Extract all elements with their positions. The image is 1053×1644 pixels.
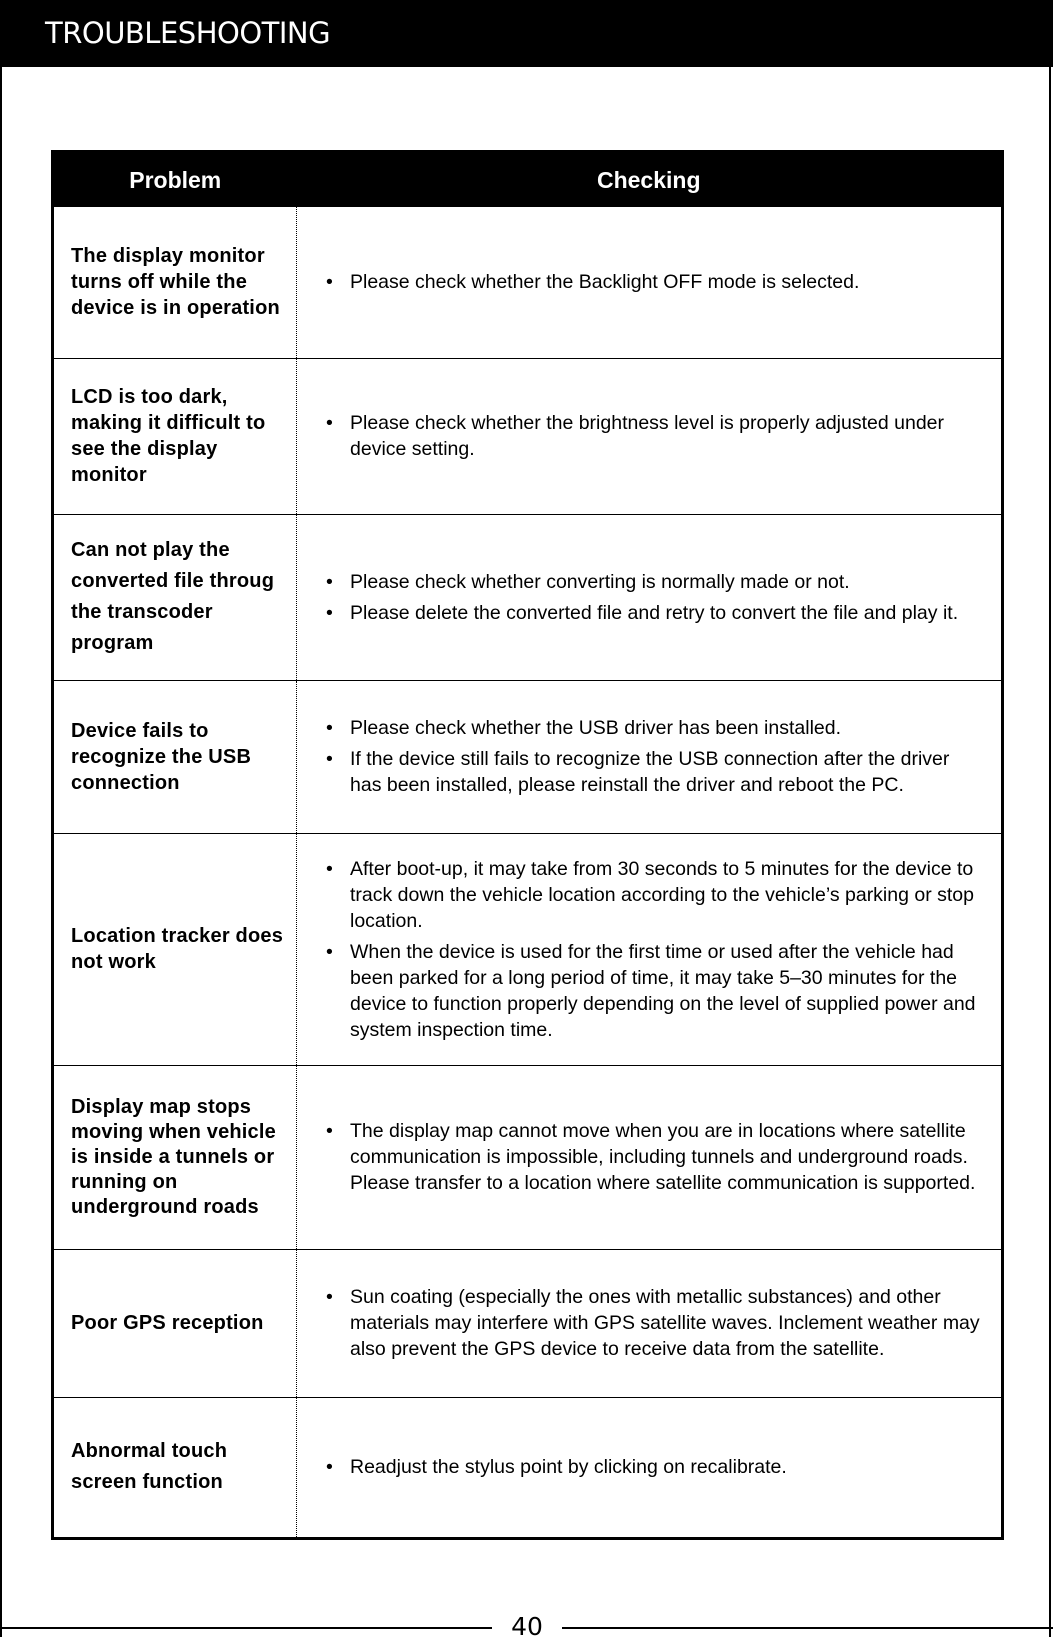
problem-cell: Poor GPS reception (53, 1249, 297, 1397)
check-item (313, 715, 983, 741)
check-list (313, 715, 983, 798)
check-item (313, 856, 983, 934)
bullet-icon: • (326, 857, 333, 880)
footer-rule-left (0, 1627, 492, 1629)
check-text: Sun coating (especially the ones with metallic substances) and other materials may interfere with GPS satellite waves. Inclement weather may also prevent the GPS device to receive data from the satellite. (350, 1286, 980, 1360)
check-text: Please check whether the Backlight OFF mode is selected. (350, 271, 860, 294)
check-list (313, 269, 983, 295)
check-list (313, 856, 983, 1043)
problem-cell: Display map stops moving when vehicle is inside a tunnels or running on underground roads (53, 1065, 297, 1249)
problem-cell: Location tracker does not work (53, 833, 297, 1065)
header-bar (0, 0, 1053, 67)
page-footer (0, 1610, 1053, 1641)
checking-cell (297, 1065, 1003, 1249)
check-list (313, 569, 983, 626)
page-number: 40 (511, 1612, 543, 1641)
problem-cell: Device fails to recognize the USB connection (53, 680, 297, 833)
table-row (53, 1397, 1003, 1538)
check-list (313, 410, 983, 462)
bullet-icon: • (326, 748, 333, 770)
check-item (313, 410, 983, 462)
bullet-icon: • (326, 1286, 333, 1308)
check-text: If the device still fails to recognize the USB connection after the driver has been installed, please reinstall the driver and reboot the PC. (350, 748, 950, 796)
checking-cell (297, 1397, 1003, 1538)
table-header-row (53, 152, 1003, 208)
column-header-checking: Checking (297, 152, 1003, 208)
check-item (313, 939, 983, 1043)
check-text: Please check whether the USB driver has been installed. (350, 717, 842, 739)
bullet-icon: • (326, 717, 333, 739)
problem-cell: Abnormal touch screen function (53, 1397, 297, 1538)
check-text: When the device is used for the first time or used after the vehicle had been parked for a long period of time, it may take 5–30 minutes for the device to function properly depending on the level of supplied power and system inspection time. (350, 940, 976, 1041)
column-header-problem: Problem (53, 152, 297, 208)
check-list (313, 1454, 983, 1480)
check-item (313, 1454, 983, 1480)
bullet-icon: • (326, 412, 333, 434)
bullet-icon: • (326, 601, 333, 624)
bullet-icon: • (326, 1120, 333, 1142)
problem-cell: Can not play the converted file throug the transcoder program (53, 514, 297, 680)
problem-cell: LCD is too dark, making it difficult to see the display monitor (53, 358, 297, 514)
bullet-icon: • (326, 570, 333, 593)
check-text: Readjust the stylus point by clicking on recalibrate. (350, 1456, 787, 1478)
checking-cell (297, 358, 1003, 514)
troubleshooting-table (51, 150, 1004, 1540)
checking-cell (297, 833, 1003, 1065)
problem-cell: The display monitor turns off while the device is in operation (53, 207, 297, 358)
table-row (53, 1249, 1003, 1397)
check-text: After boot-up, it may take from 30 seconds to 5 minutes for the device to track down the vehicle location according to the vehicle’s parking or stop location. (350, 857, 974, 932)
check-item (313, 1284, 983, 1362)
check-item (313, 569, 983, 595)
bullet-icon: • (326, 1456, 333, 1478)
checking-cell (297, 207, 1003, 358)
check-list (313, 1118, 983, 1196)
table-row (53, 514, 1003, 680)
checking-cell (297, 1249, 1003, 1397)
check-item (313, 600, 983, 626)
table-row (53, 358, 1003, 514)
checking-cell (297, 514, 1003, 680)
check-item (313, 269, 983, 295)
check-item (313, 746, 983, 798)
checking-cell (297, 680, 1003, 833)
check-item (313, 1118, 983, 1196)
bullet-icon: • (326, 271, 333, 294)
table-row (53, 833, 1003, 1065)
bullet-icon: • (326, 940, 333, 963)
check-text: The display map cannot move when you are in locations where satellite communication is impossible, including tunnels and underground roads. Please transfer to a location where satellite communication is supported. (350, 1120, 976, 1194)
check-text: Please delete the converted file and retry to convert the file and play it. (350, 601, 959, 624)
table-row (53, 1065, 1003, 1249)
footer-rule-right (562, 1627, 1053, 1629)
check-text: Please check whether the brightness level is properly adjusted under device setting. (350, 412, 945, 460)
check-text: Please check whether converting is normally made or not. (350, 570, 850, 593)
page-title: TROUBLESHOOTING (45, 16, 331, 50)
table-row (53, 207, 1003, 358)
table-row (53, 680, 1003, 833)
check-list (313, 1284, 983, 1362)
